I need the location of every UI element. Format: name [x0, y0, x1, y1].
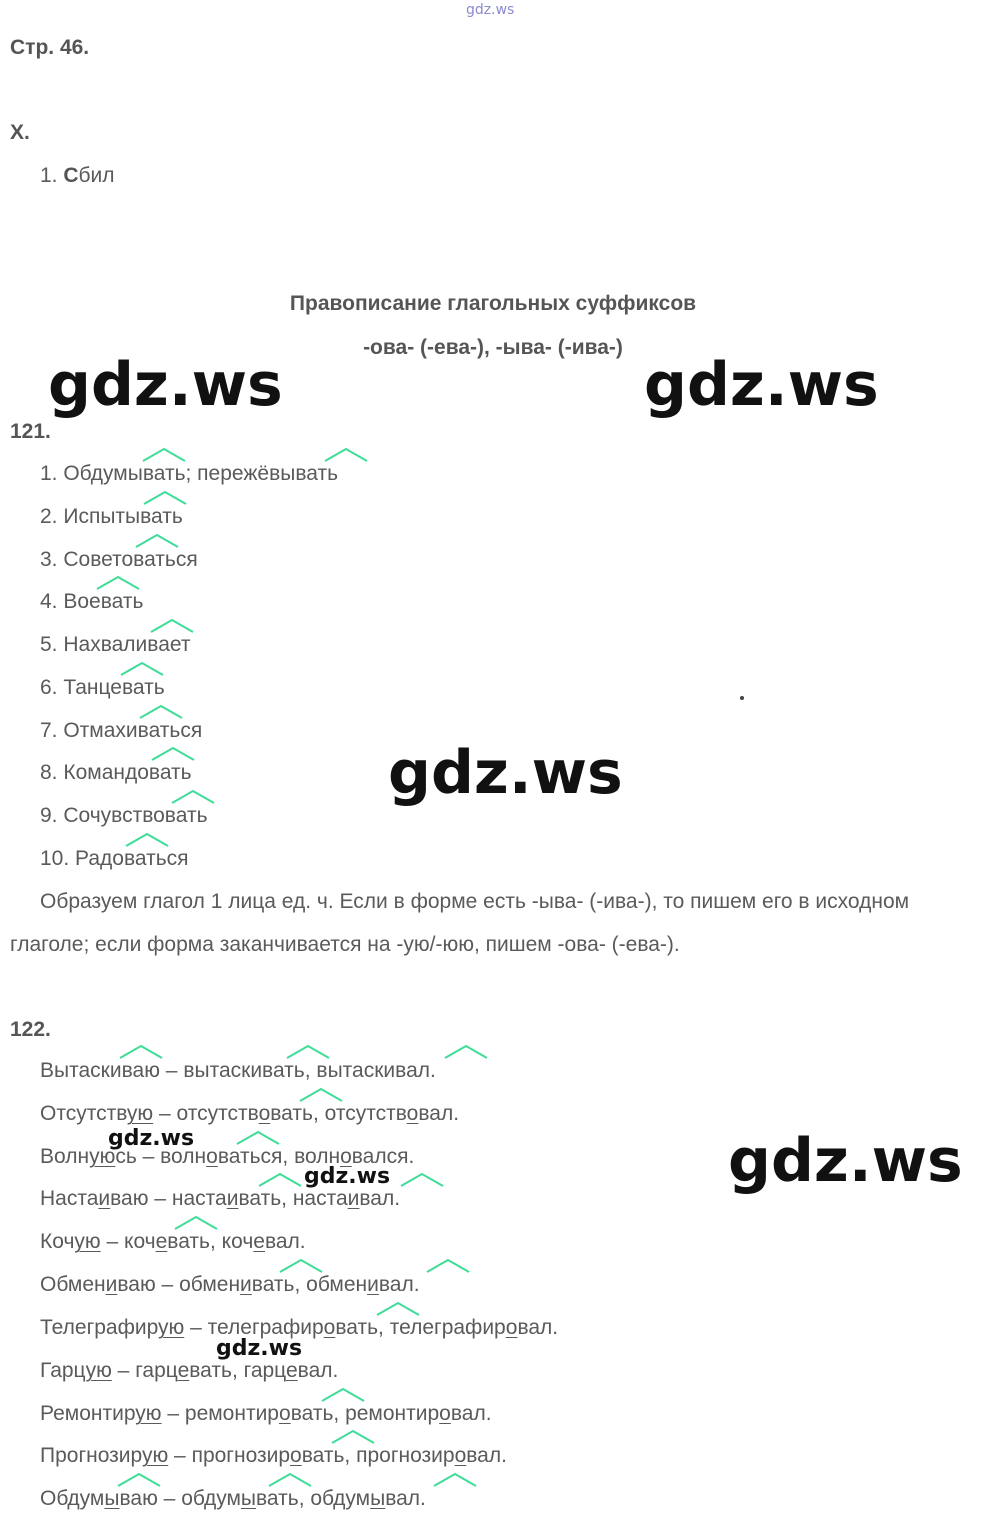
list-item: 6. Танцевать — [40, 676, 165, 699]
suffix-arc — [280, 1260, 322, 1272]
list-item: Обдумываю – обдумывать, обдумывал. — [40, 1487, 426, 1510]
list-item: 9. Сочувствовать — [40, 804, 208, 827]
list-item: 1. Обдумывать; пережёвывать — [40, 462, 339, 485]
suffix-arc — [401, 1174, 443, 1186]
top-watermark: gdz.ws — [466, 2, 515, 18]
watermark-small-1: gdz.ws — [108, 1126, 195, 1151]
suffix-arc — [120, 1046, 162, 1058]
suffix-arc — [140, 706, 182, 718]
suffix-arc — [259, 1174, 301, 1186]
list-item: Отсутствую – отсутствовать, отсутствовал. — [40, 1102, 460, 1125]
list-item: Кочую – кочевать, кочевал. — [40, 1230, 306, 1253]
suffix-arc — [172, 791, 214, 803]
page-label: Стр. 46. — [10, 36, 90, 59]
suffix-arc — [300, 1089, 342, 1101]
suffix-arc — [322, 1389, 364, 1401]
suffix-arc — [175, 1217, 217, 1229]
stray-dot — [740, 696, 744, 700]
list-item: Обмениваю – обменивать, обменивал. — [40, 1273, 420, 1296]
suffix-arc — [143, 449, 185, 461]
list-item: Волнуюсь – волноваться, волновался. — [40, 1145, 415, 1168]
section-x-label: X. — [10, 121, 30, 144]
list-item: Гарцую – гарцевать, гарцевал. — [40, 1359, 339, 1382]
list-item: Прогнозирую – прогнозировать, прогнозировал. — [40, 1444, 507, 1467]
suffix-arc — [237, 1132, 279, 1144]
suffix-arc — [136, 535, 178, 547]
suffix-arc — [126, 834, 168, 846]
watermark-small-2: gdz.ws — [304, 1164, 391, 1189]
list-item: 8. Командовать — [40, 761, 192, 784]
watermark-right: gdz.ws — [644, 350, 879, 420]
suffix-arc — [332, 1431, 374, 1443]
list-item: Ремонтирую – ремонтировать, ремонтировал. — [40, 1402, 492, 1425]
suffix-arc — [97, 577, 139, 589]
section-x-item-rest: бил — [78, 164, 115, 187]
suffix-arc — [445, 1046, 487, 1058]
exercise-121-explanation: Образуем глагол 1 лица ед. ч. Если в форме есть -ыва- (-ива-), то пишем его в исходном глаголе; если форма заканчивается на -ую/-юю, пишем -ова- (-ева-). — [10, 890, 910, 956]
suffix-arc — [377, 1303, 419, 1315]
watermark-small-3: gdz.ws — [216, 1336, 303, 1361]
suffix-arc — [427, 1260, 469, 1272]
list-item: Настаиваю – настаивать, настаивал. — [40, 1187, 401, 1210]
list-item: 7. Отмахиваться — [40, 719, 203, 742]
suffix-arc — [152, 748, 194, 760]
suffix-arc — [269, 1474, 311, 1486]
watermark-left: gdz.ws — [48, 350, 283, 420]
list-item: 2. Испытывать — [40, 505, 183, 528]
suffix-arc — [287, 1046, 329, 1058]
suffix-arc — [434, 1474, 476, 1486]
list-item: Телеграфирую – телеграфировать, телеграфировал. — [40, 1316, 559, 1339]
section-x-item — [40, 164, 115, 188]
suffix-arc — [144, 492, 186, 504]
exercise-121-label: 121. — [10, 420, 51, 443]
list-item: 10. Радоваться — [40, 847, 189, 870]
list-item: 3. Советоваться — [40, 548, 198, 571]
exercise-122-label: 122. — [10, 1018, 51, 1041]
topic-heading-line2: -ова- (-ева-), -ыва- (-ива-) — [363, 336, 623, 359]
list-item: 5. Нахваливает — [40, 633, 191, 656]
section-x-item-number: 1. — [40, 164, 64, 187]
suffix-arc — [121, 663, 163, 675]
topic-heading-line1: Правописание глагольных суффиксов — [289, 292, 697, 315]
suffix-arc — [118, 1474, 160, 1486]
list-item: 4. Воевать — [40, 590, 144, 613]
suffix-arc — [151, 620, 193, 632]
section-x-item-bold-letter: С — [63, 164, 79, 187]
watermark-right-bottom: gdz.ws — [728, 1126, 963, 1196]
list-item: Вытаскиваю – вытаскивать, вытаскивал. — [40, 1059, 436, 1082]
suffix-arc — [325, 449, 367, 461]
watermark-center: gdz.ws — [388, 738, 623, 808]
